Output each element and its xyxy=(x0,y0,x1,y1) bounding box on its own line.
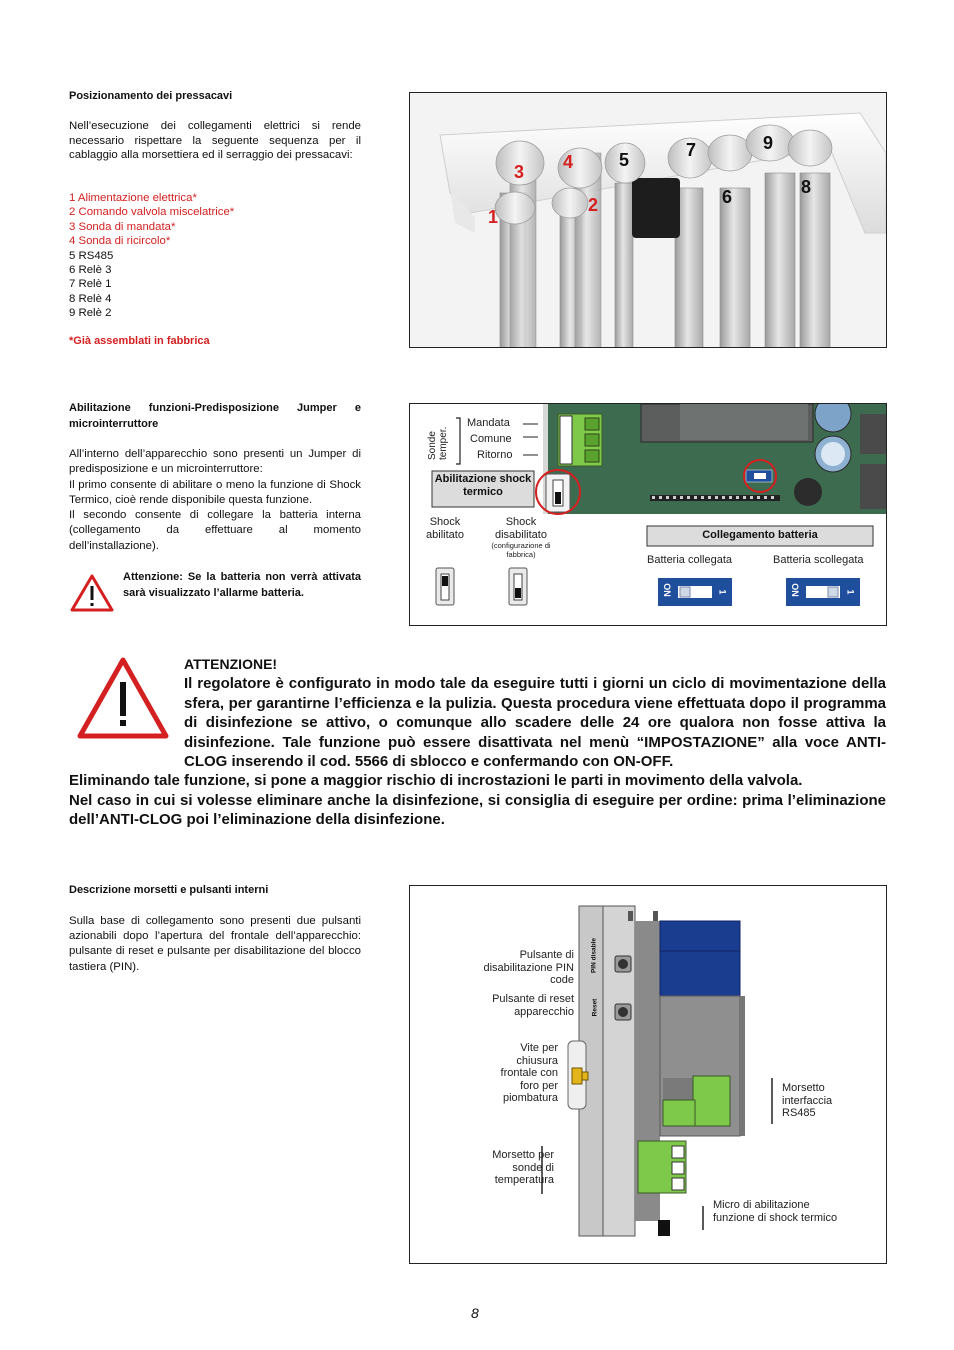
ritorno-label: Ritorno xyxy=(477,449,513,461)
cable-gland-photo xyxy=(409,92,887,348)
cable-gland-item: 9 Relè 2 xyxy=(69,307,112,320)
dip-one-label-2: 1 xyxy=(845,589,856,595)
dip-on-label-2: ON xyxy=(789,583,800,597)
gland-number-6: 6 xyxy=(722,187,733,207)
screw-label: Vite per chiusura frontale con foro per piombatura xyxy=(500,1042,558,1104)
cable-gland-item: 6 Relè 3 xyxy=(69,264,112,277)
gland-number-2: 2 xyxy=(588,195,599,215)
cable-gland-illustration xyxy=(410,93,886,347)
jumper-diagram xyxy=(409,403,887,626)
gland-number-9: 9 xyxy=(763,133,774,153)
warning-triangle-icon xyxy=(70,574,114,612)
pin-disable-text: PIN disable xyxy=(590,937,598,974)
collegamento-batteria-label: Collegamento batteria xyxy=(702,529,818,541)
abilitazione-shock-label: Abilitazione shock termico xyxy=(434,473,532,498)
comune-label: Comune xyxy=(470,433,512,445)
gland-number-1: 1 xyxy=(488,207,499,227)
section-body-morsetti: Sulla base di collegamento sono presenti due pulsanti azionabili dopo l’apertura del frontale dell’apparecchio: pulsante di reset e pulsante per disabilitazione del blocco tastiera (PIN). xyxy=(69,915,361,973)
sonde-temper-label: Sonde temper. xyxy=(427,426,449,460)
factory-footnote: *Già assemblati in fabbrica xyxy=(69,335,210,347)
attention-text-2: Eliminando tale funzione, si pone a maggior rischio di incrostazioni le parti in movimento della valvola. xyxy=(69,772,803,790)
gland-number-7: 7 xyxy=(686,140,697,160)
gland-number-4: 4 xyxy=(563,152,574,172)
batteria-collegata-label: Batteria collegata xyxy=(647,554,732,566)
batteria-scollegata-label: Batteria scollegata xyxy=(773,554,864,566)
cable-gland-item: 8 Relè 4 xyxy=(69,292,112,305)
attention-text-3: Nel caso in cui si volesse eliminare anche la disinfezione, si consiglia di eseguire per ordine: prima l’eliminazione dell’ANTI-CLOG poi l’eliminazione della disinfezione. xyxy=(69,791,886,829)
gland-number-3: 3 xyxy=(514,162,525,182)
shock-abilitato-label: Shock abilitato xyxy=(426,516,464,541)
reset-text: Reset xyxy=(591,998,599,1017)
gland-number-5: 5 xyxy=(619,150,630,170)
section-body-jumper: All’interno dell’apparecchio sono presenti un Jumper di predisposizione e un microinterruttore: Il primo consente di abilitare o meno la funzione di Shock Termico, cioè rende disponibile questa funzione. Il secondo consente di collegare la batteria interna (collegamento da effettuare al momento dell’installazione). xyxy=(69,448,361,552)
probe-terminal-label: Morsetto per sonde di temperatura xyxy=(492,1149,554,1186)
section-title-jumper: Abilitazione funzioni-Predisposizione Jumper e microinterruttore xyxy=(69,402,361,430)
page-number: 8 xyxy=(471,1305,479,1321)
dip-on-label-1: ON xyxy=(661,583,672,597)
cable-gland-item: 1 Alimentazione elettrica* xyxy=(69,192,197,204)
micro-shock-label: Micro di abilitazione funzione di shock termico xyxy=(713,1199,838,1224)
cable-gland-item: 4 Sonda di ricircolo* xyxy=(69,235,171,248)
section-title-pressacavi: Posizionamento dei pressacavi xyxy=(69,90,233,102)
reset-button-label: Pulsante di reset apparecchio xyxy=(492,993,574,1018)
dip-one-label-1: 1 xyxy=(717,589,728,595)
section-intro-pressacavi: Nell’esecuzione dei collegamenti elettrici si rende necessario rispettare la seguente sequenza per il cablaggio alla morsettiera ed il serraggio dei pressacavi: xyxy=(69,120,361,162)
section-title-morsetti: Descrizione morsetti e pulsanti interni xyxy=(69,884,269,896)
cable-gland-item: 5 RS485 xyxy=(69,249,114,262)
rs485-terminal-label: Morsetto interfaccia RS485 xyxy=(782,1082,833,1119)
config-fabbrica-label: (configurazione di fabbrica) xyxy=(491,541,551,559)
shock-disabilitato-label: Shock disabilitato xyxy=(495,516,547,541)
attention-title: ATTENZIONE! xyxy=(184,656,278,672)
attention-block xyxy=(69,655,886,830)
attention-text: Il regolatore è configurato in modo tale da eseguire tutti i giorni un ciclo di movimentazione della sfera, per garantirne l’efficienza e la pulizia. Questa procedura viene effettuata dopo il programma di disinfezione se attivo, o comunque allo scadere delle 24 ore qualora non fosse attiva la disinfezione. Tale funzione può essere disattivata nel menù “IMPOSTAZIONE” alla voce ANTI-CLOG inserendo il cod. 5566 di sblocco e confermando con ON-OFF. xyxy=(184,675,886,771)
cable-gland-item: 3 Sonda di mandata* xyxy=(69,220,176,233)
cable-gland-item: 7 Relè 1 xyxy=(69,278,112,291)
cable-gland-list xyxy=(69,191,361,321)
pin-button-label: Pulsante di disabilitazione PIN code xyxy=(483,949,574,986)
mandata-label: Mandata xyxy=(467,417,510,429)
terminal-diagram xyxy=(409,885,887,1264)
cable-gland-item: 2 Comando valvola miscelatrice* xyxy=(69,206,235,219)
battery-warning: Attenzione: Se la batteria non verrà attivata sarà visualizzato l’allarme batteria. xyxy=(123,571,361,599)
gland-number-8: 8 xyxy=(801,177,812,197)
